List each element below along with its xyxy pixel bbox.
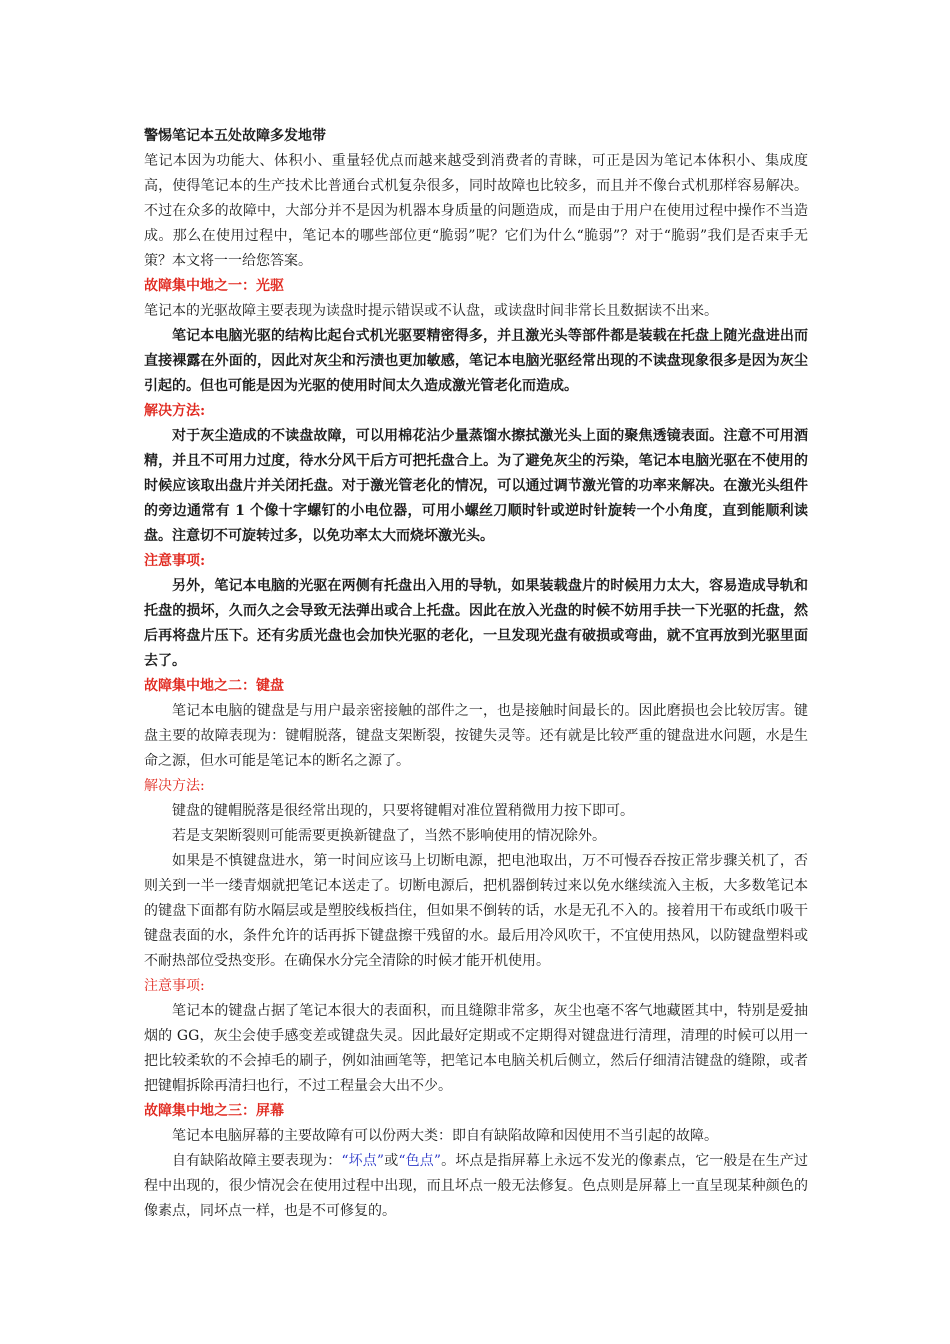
section1-notes-label: 注意事项: xyxy=(144,553,206,569)
section1-solution: 对于灰尘造成的不读盘故障，可以用棉花沾少量蒸馏水擦拭激光头上面的聚焦透镜表面。注意不可用酒精，并且不可用力过度，待水分风干后方可把托盘合上。为了避免灰尘的污染，笔记本电脑光驱在不使用的时候应该取出盘片并关闭托盘。对于激光管老化的情况，可以通过调节激光管的功率来解决。在激光头组件的旁边通常有 1 个像十字螺钉的小电位器，可用小螺丝刀顺时针或逆时针旋转一个小角度，直到能顺利读盘。注意切不可旋转过多，以免功率太大而烧坏激光头。 xyxy=(144,428,808,544)
section1-solution-label: 解决方法: xyxy=(144,403,206,419)
section3-p2-rest: 。坏点是指屏幕上永远不发光的像素点，它一般是在生产过程中出现的，很少情况会在使用过程中出现，而且坏点一般无法修复。色点则是屏幕上一直呈现某种颜色的像素点，同坏点一样，也是不可修复的。 xyxy=(144,1153,809,1219)
section2-heading: 故障集中地之二：键盘 xyxy=(144,678,284,694)
section2-notes: 笔记本的键盘占据了笔记本很大的表面积，而且缝隙非常多，灰尘也毫不客气地藏匿其中，特别是爱抽烟的 GG，灰尘会使手感变差或键盘失灵。因此最好定期或不定期得对键盘进行清理，清理的时候可以用一把比较柔软的不会掉毛的刷子，例如油画笔等，把笔记本电脑关机后侧立，然后仔细清洁键盘的缝隙，或者把键帽拆除再清扫也行，不过工程量会大出不少。 xyxy=(144,1003,808,1094)
section2-solution-2: 若是支架断裂则可能需要更换新键盘了，当然不影响使用的情况除外。 xyxy=(172,828,606,844)
section2-notes-label: 注意事项: xyxy=(144,978,205,994)
section2-solution-3: 如果是不慎键盘进水，第一时间应该马上切断电源，把电池取出，万不可慢吞吞按正常步骤关机了，否则关到一半一缕青烟就把笔记本送走了。切断电源后，把机器倒转过来以免水继续流入主板，大多数笔记本的键盘下面都有防水隔层或是塑胶线板挡住，但如果不倒转的话，水是无孔不入的。接着用干布或纸巾吸干键盘表面的水，条件允许的话再拆下键盘擦干残留的水。最后用冷风吹干，不宜使用热风，以防键盘塑料或不耐热部位受热变形。在确保水分完全清除的时候才能开机使用。 xyxy=(144,853,808,969)
dead-pixel-term: “坏点” xyxy=(341,1153,385,1169)
section1-heading: 故障集中地之一：光驱 xyxy=(144,278,284,294)
color-pixel-term: “色点” xyxy=(398,1153,441,1169)
section3-heading: 故障集中地之三：屏幕 xyxy=(144,1103,284,1119)
article xyxy=(144,124,808,1224)
section2-paragraph-1: 笔记本电脑的键盘是与用户最亲密接触的部件之一，也是接触时间最长的。因此磨损也会比较厉害。键盘主要的故障表现为：键帽脱落，键盘支架断裂，按键失灵等。还有就是比较严重的键盘进水问题，水是生命之源，但水可能是笔记本的断名之源了。 xyxy=(144,703,808,769)
section1-paragraph-2: 笔记本电脑光驱的结构比起台式机光驱要精密得多，并且激光头等部件都是装载在托盘上随光盘进出而直接裸露在外面的，因此对灰尘和污渍也更加敏感，笔记本电脑光驱经常出现的不读盘现象很多是因为灰尘引起的。但也可能是因为光驱的使用时间太久造成激光管老化而造成。 xyxy=(144,328,808,394)
intro-paragraph: 笔记本因为功能大、体积小、重量轻优点而越来越受到消费者的青睐，可正是因为笔记本体积小、集成度高，使得笔记本的生产技术比普通台式机复杂很多，同时故障也比较多，而且并不像台式机那样容易解决。不过在众多的故障中，大部分并不是因为机器本身质量的问题造成，而是由于用户在使用过程中操作不当造成。那么在使用过程中，笔记本的哪些部位更“脆弱”呢？它们为什么“脆弱”？对于“脆弱”我们是否束手无策？本文将一一给您答案。 xyxy=(144,153,808,269)
section3-p2-or: 或 xyxy=(384,1153,399,1169)
section2-solution-label: 解决方法: xyxy=(144,778,205,794)
section3-paragraph-2 xyxy=(144,1149,808,1224)
section1-notes: 另外，笔记本电脑的光驱在两侧有托盘出入用的导轨，如果装载盘片的时候用力太大，容易造成导轨和托盘的损坏，久而久之会导致无法弹出或合上托盘。因此在放入光盘的时候不妨用手扶一下光驱的托盘，然后再将盘片压下。还有劣质光盘也会加快光驱的老化，一旦发现光盘有破损或弯曲，就不宜再放到光驱里面去了。 xyxy=(144,578,808,669)
article-title: 警惕笔记本五处故障多发地带 xyxy=(144,128,326,144)
section3-paragraph-1: 笔记本电脑屏幕的主要故障有可以份两大类：即自有缺陷故障和因使用不当引起的故障。 xyxy=(172,1128,718,1144)
section3-p2-lead: 自有缺陷故障主要表现为： xyxy=(172,1153,342,1169)
section1-paragraph-1: 笔记本的光驱故障主要表现为读盘时提示错误或不认盘，或读盘时间非常长且数据读不出来。 xyxy=(144,303,718,319)
section2-solution-1: 键盘的键帽脱落是很经常出现的，只要将键帽对准位置稍微用力按下即可。 xyxy=(172,803,634,819)
